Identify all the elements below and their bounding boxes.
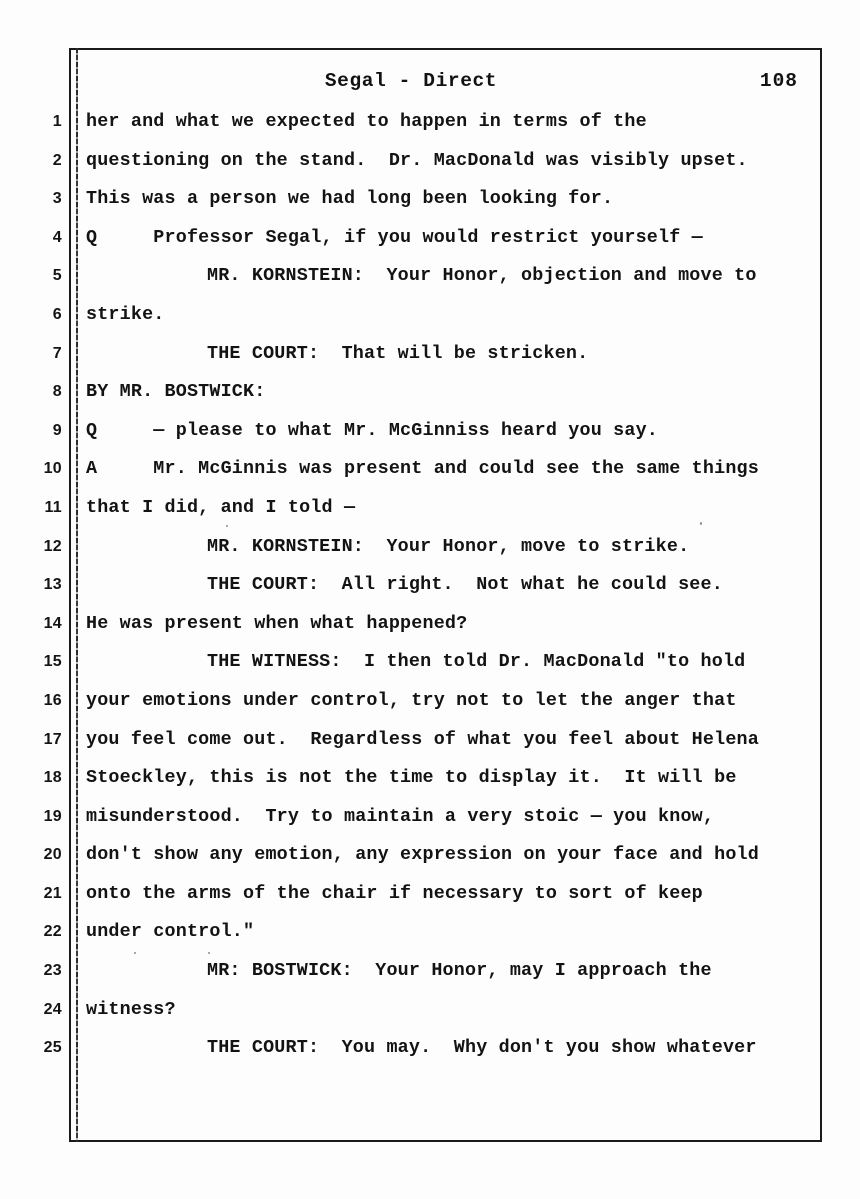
line-text: MR. KORNSTEIN: Your Honor, objection and move to bbox=[207, 265, 757, 287]
line-number: 4 bbox=[52, 228, 62, 246]
line-number: 15 bbox=[43, 653, 62, 671]
line-text: THE COURT: All right. Not what he could see. bbox=[207, 574, 723, 596]
line-number: 10 bbox=[43, 460, 62, 478]
transcript-line bbox=[0, 841, 860, 880]
line-number: 24 bbox=[43, 1000, 62, 1018]
transcript-line bbox=[0, 108, 860, 147]
line-number: 18 bbox=[43, 769, 62, 787]
transcript-line bbox=[0, 378, 860, 417]
transcript-line bbox=[0, 957, 860, 996]
line-text: A Mr. McGinnis was present and could see the same things bbox=[86, 458, 759, 480]
page-number: 108 bbox=[759, 70, 798, 92]
line-text: her and what we expected to happen in terms of the bbox=[86, 111, 647, 132]
line-number: 25 bbox=[43, 1039, 62, 1057]
line-number: 5 bbox=[52, 267, 62, 285]
line-text: that I did, and I told — bbox=[86, 496, 356, 518]
line-text: witness? bbox=[86, 998, 176, 1020]
transcript-line bbox=[0, 1034, 860, 1073]
line-text: under control." bbox=[86, 921, 255, 943]
transcript-line bbox=[0, 224, 860, 263]
line-number: 6 bbox=[52, 305, 62, 323]
transcript-line bbox=[0, 803, 860, 842]
line-text: He was present when what happened? bbox=[86, 612, 468, 634]
line-number: 1 bbox=[52, 113, 62, 130]
line-number: 7 bbox=[52, 344, 62, 362]
line-text: strike. bbox=[86, 303, 165, 325]
transcript-line bbox=[0, 726, 860, 765]
transcript-line bbox=[0, 610, 860, 649]
line-text: THE COURT: That will be stricken. bbox=[207, 342, 589, 364]
transcript-line bbox=[0, 455, 860, 494]
page-title: Segal - Direct bbox=[324, 70, 498, 92]
transcript-line bbox=[0, 494, 860, 533]
line-text: Q Professor Segal, if you would restrict yourself — bbox=[86, 226, 703, 248]
line-text: MR. KORNSTEIN: Your Honor, move to strike. bbox=[207, 535, 690, 557]
line-text: BY MR. BOSTWICK: bbox=[86, 381, 266, 403]
line-number: 12 bbox=[43, 537, 62, 555]
line-number: 13 bbox=[43, 576, 62, 594]
transcript-line bbox=[0, 417, 860, 456]
transcript-line bbox=[0, 764, 860, 803]
page-header bbox=[86, 70, 804, 100]
transcript-line bbox=[0, 185, 860, 224]
line-text: This was a person we had long been looking for. bbox=[86, 188, 614, 210]
line-number: 2 bbox=[52, 151, 62, 169]
line-number: 20 bbox=[43, 846, 62, 864]
transcript-line bbox=[0, 301, 860, 340]
transcript-line bbox=[0, 648, 860, 687]
line-text: your emotions under control, try not to let the anger that bbox=[86, 689, 737, 711]
line-number: 16 bbox=[43, 691, 62, 709]
line-number: 23 bbox=[43, 962, 62, 980]
transcript-line bbox=[0, 880, 860, 919]
transcript-line bbox=[0, 262, 860, 301]
line-number: 22 bbox=[43, 923, 62, 941]
line-text: Q — please to what Mr. McGinniss heard you say. bbox=[86, 419, 659, 441]
transcript-line bbox=[0, 147, 860, 186]
line-number: 14 bbox=[43, 614, 62, 632]
line-number: 9 bbox=[52, 421, 62, 439]
line-text: THE WITNESS: I then told Dr. MacDonald "to hold bbox=[207, 651, 746, 673]
line-text: THE COURT: You may. Why don't you show whatever bbox=[207, 1037, 757, 1059]
line-text: onto the arms of the chair if necessary to sort of keep bbox=[86, 882, 703, 904]
line-text: MR: BOSTWICK: Your Honor, may I approach the bbox=[207, 960, 712, 982]
line-number: 3 bbox=[52, 190, 62, 208]
transcript-line bbox=[0, 533, 860, 572]
line-text: Stoeckley, this is not the time to display it. It will be bbox=[86, 767, 737, 789]
transcript-line-list bbox=[0, 108, 860, 1073]
line-text: misunderstood. Try to maintain a very stoic — you know, bbox=[86, 805, 715, 827]
line-number: 8 bbox=[52, 383, 62, 401]
line-number: 11 bbox=[44, 498, 62, 516]
transcript-line bbox=[0, 340, 860, 379]
line-text: don't show any emotion, any expression on your face and hold bbox=[86, 844, 759, 866]
transcript-line bbox=[0, 571, 860, 610]
line-number: 17 bbox=[43, 730, 62, 748]
line-text: you feel come out. Regardless of what you feel about Helena bbox=[86, 728, 759, 750]
transcript-line bbox=[0, 918, 860, 957]
line-text: questioning on the stand. Dr. MacDonald was visibly upset. bbox=[86, 149, 748, 171]
line-number: 19 bbox=[43, 807, 62, 825]
line-number: 21 bbox=[43, 884, 62, 902]
transcript-line bbox=[0, 687, 860, 726]
transcript-line bbox=[0, 996, 860, 1035]
